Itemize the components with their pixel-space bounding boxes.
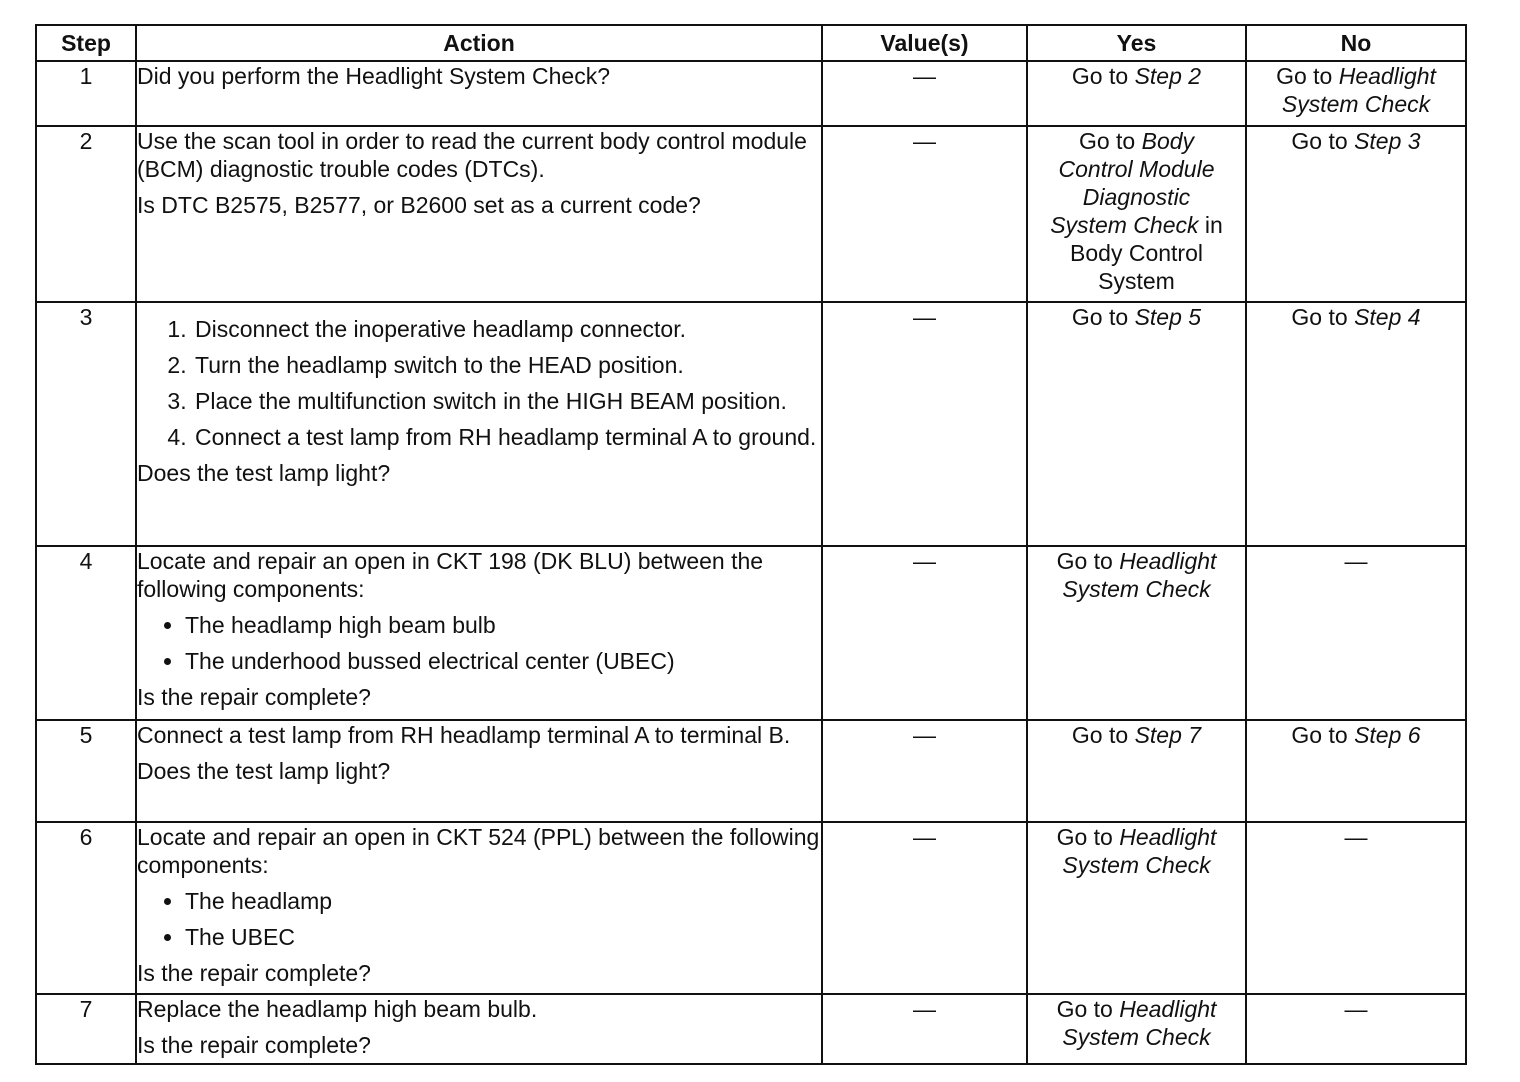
- yes-prefix: Go to: [1071, 304, 1135, 330]
- action-bullet: • The UBEC: [185, 923, 821, 951]
- yes-prefix: Go to: [1056, 824, 1120, 850]
- action-text: Locate and repair an open in CKT 524 (PPL) between the following components:: [137, 824, 820, 878]
- action-text: Connect a test lamp from RH headlamp terminal A to terminal B.: [137, 722, 791, 748]
- table-row: [36, 61, 1466, 126]
- yes-prefix: Go to: [1056, 996, 1120, 1022]
- header-action: Action: [136, 25, 822, 61]
- yes-prefix: Go to: [1078, 128, 1142, 154]
- no-prefix: Go to: [1291, 304, 1355, 330]
- action-bullet: • The underhood bussed electrical center (UBEC): [185, 647, 821, 675]
- table-row: [36, 302, 1466, 546]
- no-dash: —: [1246, 822, 1466, 994]
- table-row: [36, 994, 1466, 1064]
- header-row: [36, 25, 1466, 61]
- table-row: [36, 546, 1466, 720]
- no-prefix: Go to: [1291, 722, 1355, 748]
- value-dash: —: [822, 302, 1027, 546]
- yes-cell: [1027, 994, 1246, 1064]
- action-steps: [137, 315, 821, 451]
- action-text: Use the scan tool in order to read the current body control module (BCM) diagnostic trouble codes (DTCs).: [137, 128, 807, 182]
- yes-cell: [1027, 302, 1246, 546]
- header-step: Step: [36, 25, 136, 61]
- diagnostic-table: [35, 24, 1467, 1065]
- yes-target: Step 2: [1134, 63, 1202, 89]
- action-cell: [136, 302, 822, 546]
- header-values: Value(s): [822, 25, 1027, 61]
- yes-cell: [1027, 720, 1246, 822]
- value-dash: —: [822, 126, 1027, 302]
- no-cell: [1246, 61, 1466, 126]
- yes-target: Headlight System Check: [1062, 548, 1217, 602]
- value-dash: —: [822, 61, 1027, 126]
- step-number: 1: [36, 61, 136, 126]
- action-question: Is DTC B2575, B2577, or B2600 set as a current code?: [137, 192, 701, 218]
- action-cell: [136, 822, 822, 994]
- yes-prefix: Go to: [1071, 63, 1135, 89]
- yes-target: Step 5: [1134, 304, 1202, 330]
- action-bullet: • The headlamp: [185, 887, 821, 915]
- yes-cell: [1027, 546, 1246, 720]
- action-step: 4. Connect a test lamp from RH headlamp terminal A to ground.: [193, 423, 821, 451]
- yes-target: Body Control Module Diagnostic System Check: [1050, 128, 1215, 238]
- action-question: Is the repair complete?: [137, 960, 371, 986]
- table-row: [36, 822, 1466, 994]
- action-cell: [136, 546, 822, 720]
- yes-target: Headlight System Check: [1062, 824, 1217, 878]
- yes-prefix: Go to: [1056, 548, 1120, 574]
- action-step: 1. Disconnect the inoperative headlamp connector.: [193, 315, 821, 343]
- table-row: [36, 126, 1466, 302]
- action-cell: [136, 720, 822, 822]
- action-cell: [136, 126, 822, 302]
- no-target: Step 4: [1354, 304, 1421, 330]
- action-cell: [136, 994, 822, 1064]
- header-no: No: [1246, 25, 1466, 61]
- value-dash: —: [822, 720, 1027, 822]
- action-step: 3. Place the multifunction switch in the HIGH BEAM position.: [193, 387, 821, 415]
- no-prefix: Go to: [1291, 128, 1355, 154]
- value-dash: —: [822, 994, 1027, 1064]
- step-number: 2: [36, 126, 136, 302]
- action-bullet: • The headlamp high beam bulb: [185, 611, 821, 639]
- action-question: Is the repair complete?: [137, 684, 371, 710]
- value-dash: —: [822, 546, 1027, 720]
- yes-cell: [1027, 822, 1246, 994]
- header-yes: Yes: [1027, 25, 1246, 61]
- action-question: Is the repair complete?: [137, 1032, 371, 1058]
- step-number: 5: [36, 720, 136, 822]
- action-text: Replace the headlamp high beam bulb.: [137, 996, 538, 1022]
- yes-target: Headlight System Check: [1062, 996, 1217, 1050]
- action-cell: [136, 61, 822, 126]
- yes-suffix: in Body Control System: [1070, 212, 1223, 294]
- no-cell: [1246, 720, 1466, 822]
- no-dash: —: [1246, 994, 1466, 1064]
- action-step: 2. Turn the headlamp switch to the HEAD position.: [193, 351, 821, 379]
- action-question: Does the test lamp light?: [137, 758, 391, 784]
- action-question: Does the test lamp light?: [137, 460, 391, 486]
- step-number: 6: [36, 822, 136, 994]
- step-number: 7: [36, 994, 136, 1064]
- no-target: Step 6: [1354, 722, 1421, 748]
- action-bullets: [137, 887, 821, 951]
- yes-target: Step 7: [1134, 722, 1202, 748]
- yes-cell: [1027, 61, 1246, 126]
- action-text: Locate and repair an open in CKT 198 (DK BLU) between the following components:: [137, 548, 764, 602]
- action-bullets: [137, 611, 821, 675]
- no-prefix: Go to: [1276, 63, 1339, 89]
- step-number: 3: [36, 302, 136, 546]
- no-cell: [1246, 302, 1466, 546]
- action-text: Did you perform the Headlight System Check?: [137, 63, 610, 89]
- value-dash: —: [822, 822, 1027, 994]
- no-target: Headlight System Check: [1281, 63, 1436, 117]
- no-target: Step 3: [1354, 128, 1421, 154]
- yes-prefix: Go to: [1071, 722, 1135, 748]
- yes-cell: [1027, 126, 1246, 302]
- step-number: 4: [36, 546, 136, 720]
- table-row: [36, 720, 1466, 822]
- no-dash: —: [1246, 546, 1466, 720]
- no-cell: [1246, 126, 1466, 302]
